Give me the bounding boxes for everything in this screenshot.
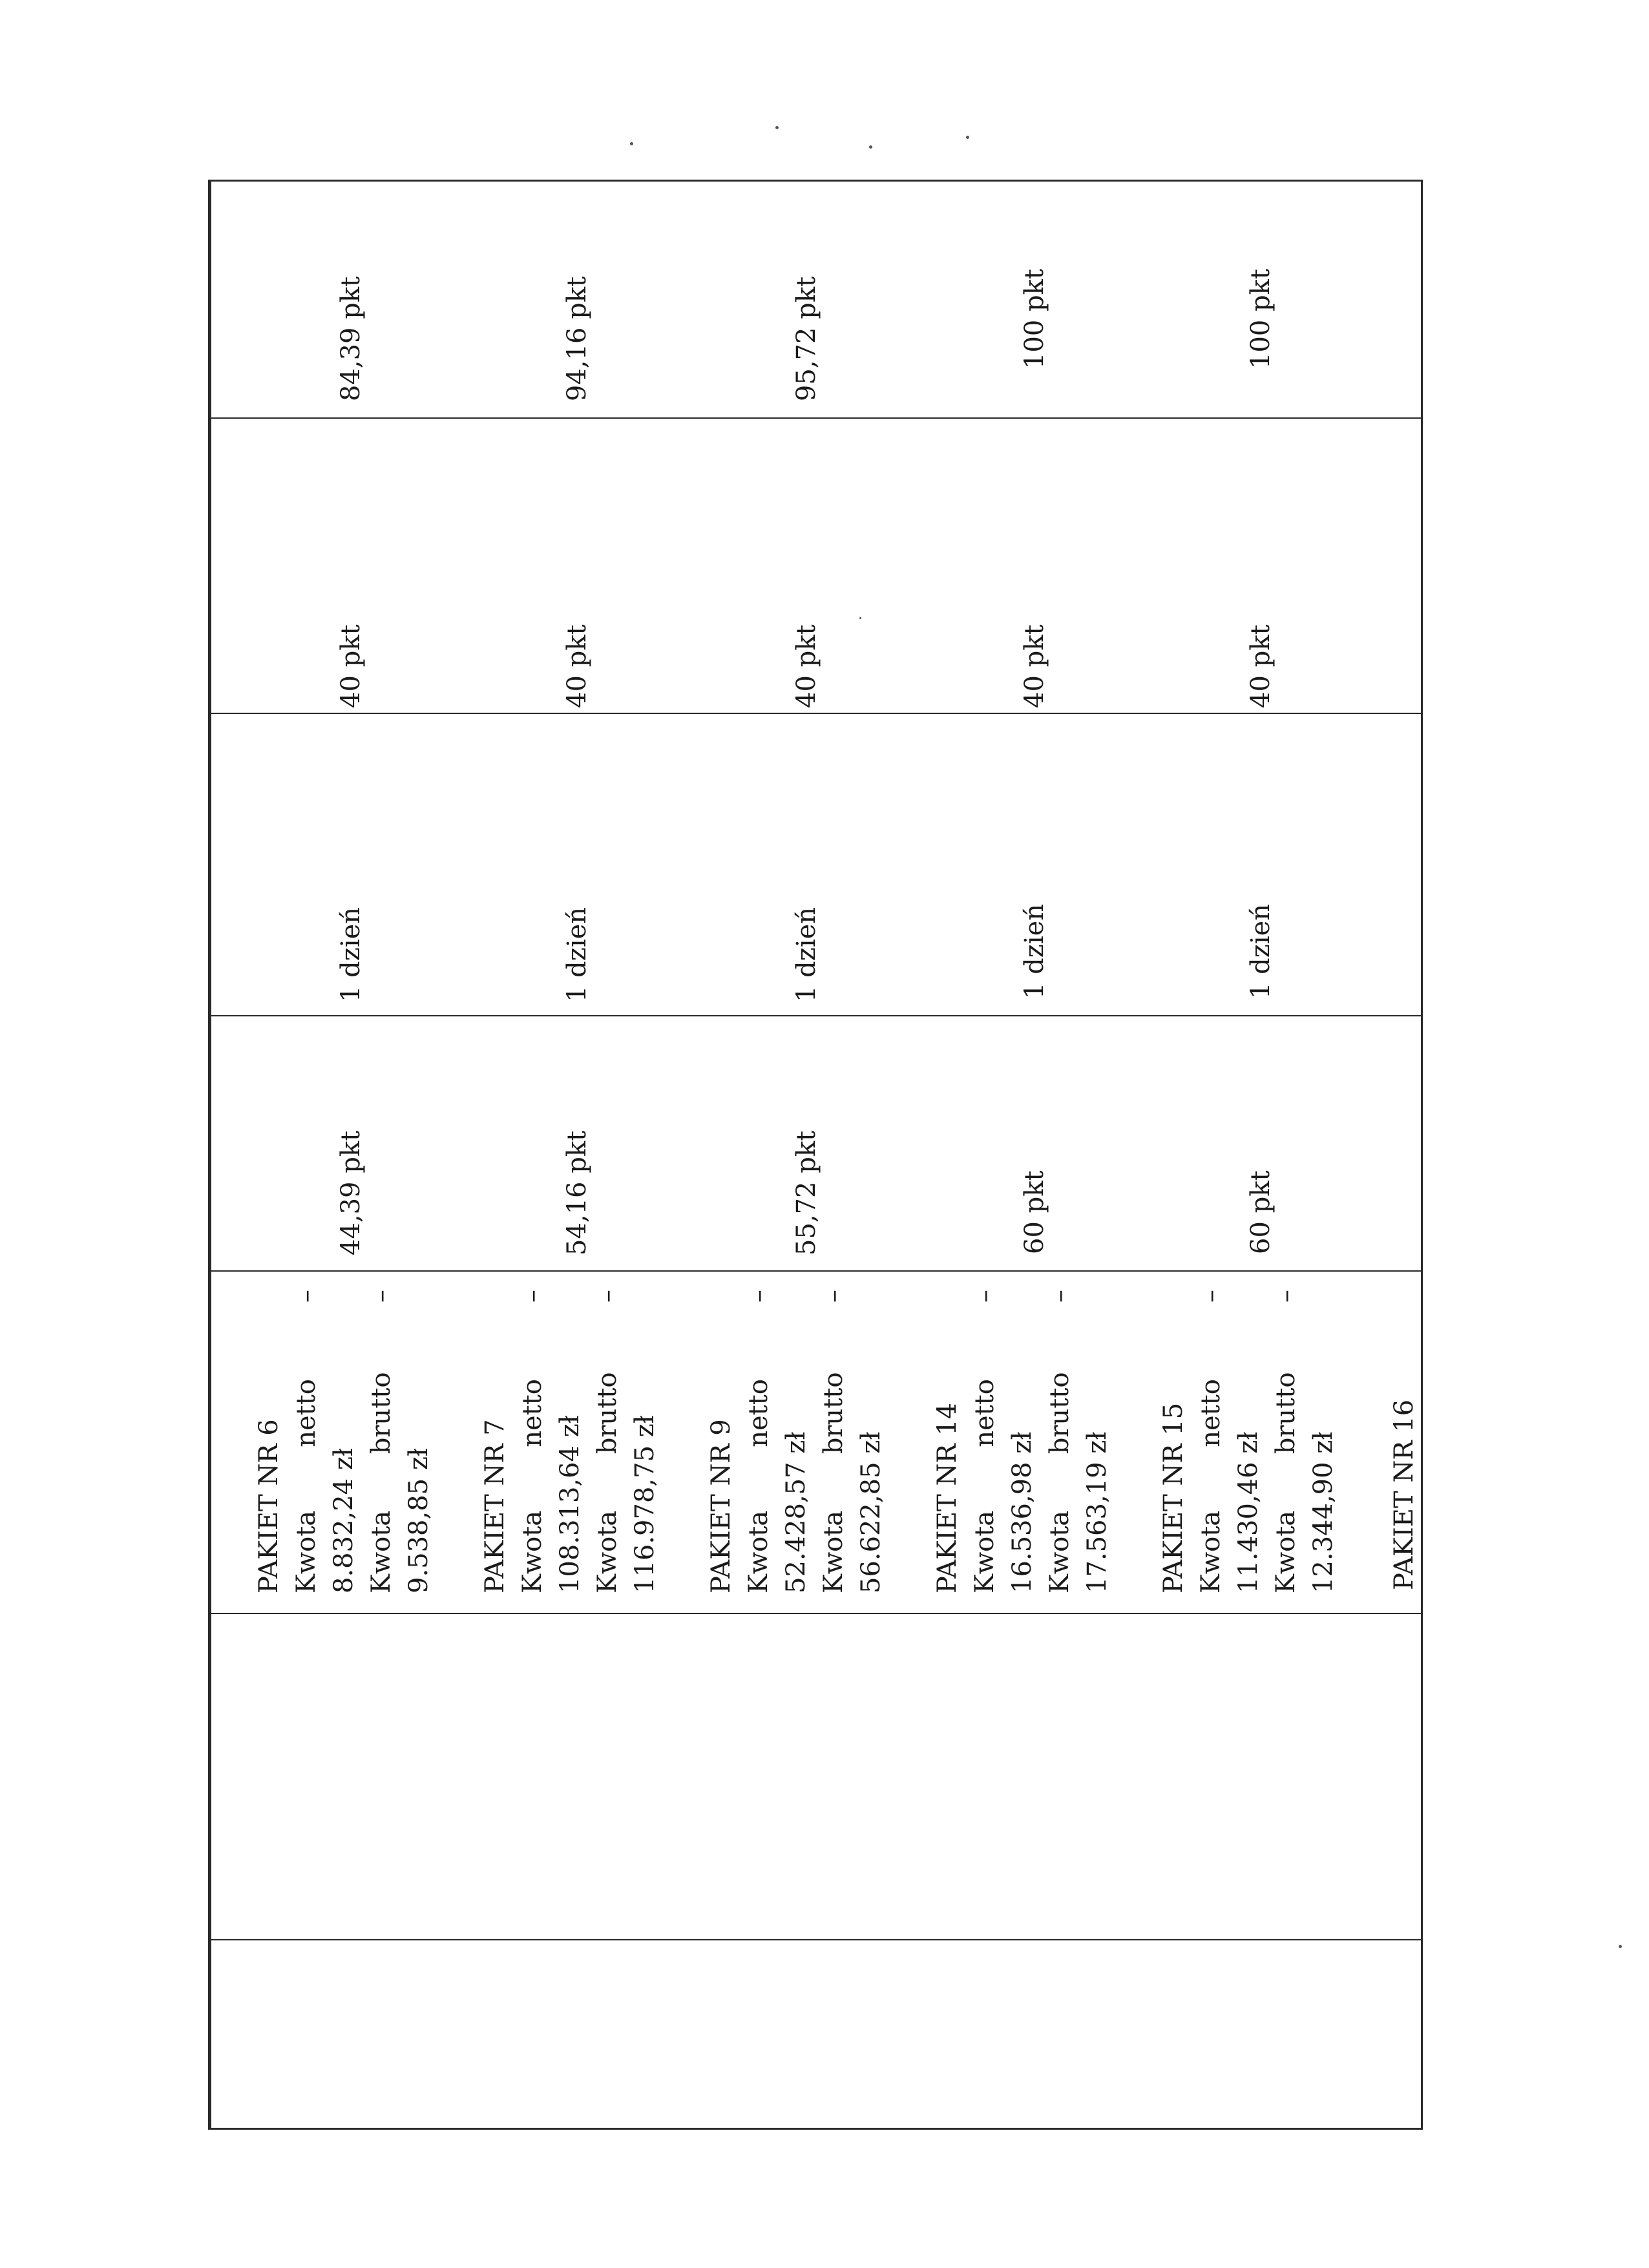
delivery-points-cell: 40 pkt [792, 624, 821, 708]
price-points-cell: 55,72 pkt [792, 1130, 821, 1255]
package-cell [1155, 1290, 1342, 1593]
netto-label: netto [744, 1379, 773, 1447]
delivery-time-cell: 1 dzień [562, 907, 592, 1002]
netto-value: 16.536,98 zł [1007, 1431, 1037, 1593]
dash: – [1045, 1290, 1075, 1303]
delivery-points-cell: 40 pkt [1246, 624, 1276, 708]
total-points-cell: 100 pkt [1246, 269, 1276, 369]
brutto-label: brutto [593, 1372, 622, 1454]
column-divider [210, 417, 1421, 419]
brutto-label: Kwota [1045, 1510, 1075, 1593]
column-divider [210, 713, 1421, 714]
netto-label: netto [1196, 1379, 1226, 1447]
brutto-label: brutto [1045, 1372, 1075, 1454]
package-title-trailing: PAKIET NR 16 [1389, 1399, 1419, 1590]
brutto-label: Kwota [593, 1510, 622, 1593]
dash: – [291, 1290, 321, 1303]
dash: – [366, 1290, 396, 1303]
package-title: PAKIET NR 6 [254, 1419, 284, 1593]
delivery-points-cell: 40 pkt [336, 624, 366, 708]
scan-speck [966, 136, 969, 139]
column-divider [210, 1015, 1421, 1016]
package-cell [250, 1290, 437, 1593]
package-title: PAKIET NR 7 [480, 1419, 510, 1593]
dash: – [518, 1290, 547, 1303]
total-points-cell: 95,72 pkt [792, 276, 821, 401]
package-title: PAKIET NR 9 [706, 1419, 736, 1593]
netto-label: netto [291, 1379, 321, 1447]
netto-value: 8.832,24 zł [329, 1448, 359, 1593]
brutto-label: brutto [819, 1372, 848, 1454]
brutto-label: brutto [1271, 1372, 1301, 1454]
netto-label: Kwota [291, 1510, 321, 1593]
dash: – [819, 1290, 848, 1303]
package-cell [702, 1290, 890, 1593]
brutto-label: Kwota [1271, 1510, 1301, 1593]
package-title: PAKIET NR 15 [1159, 1402, 1188, 1593]
delivery-points-cell: 40 pkt [1020, 624, 1049, 708]
results-table [208, 180, 1423, 2130]
netto-value: 108.313,64 zł [555, 1415, 585, 1593]
brutto-value: 17.563,19 zł [1082, 1431, 1112, 1593]
brutto-value: 12.344,90 zł [1308, 1431, 1338, 1593]
netto-label: Kwota [518, 1510, 547, 1593]
scan-speck [869, 145, 872, 149]
netto-label: netto [518, 1379, 547, 1447]
package-title: PAKIET NR 14 [932, 1402, 962, 1593]
netto-label: Kwota [744, 1510, 773, 1593]
delivery-time-cell: 1 dzień [792, 907, 821, 1002]
delivery-time-cell: 1 dzień [336, 907, 366, 1002]
netto-label: Kwota [1196, 1510, 1226, 1593]
dash: – [1271, 1290, 1301, 1303]
price-points-cell: 44,39 pkt [336, 1130, 366, 1255]
scan-speck [775, 126, 779, 129]
dash: – [1196, 1290, 1226, 1303]
netto-label: netto [970, 1379, 1000, 1447]
brutto-label: Kwota [366, 1510, 396, 1593]
price-points-cell: 60 pkt [1020, 1170, 1049, 1254]
scan-speck [1619, 1945, 1622, 1948]
delivery-points-cell: 40 pkt [562, 624, 592, 708]
column-divider [210, 1270, 1421, 1272]
netto-value: 52.428,57 zł [781, 1431, 811, 1593]
price-points-cell: 60 pkt [1246, 1170, 1276, 1254]
total-points-cell: 84,39 pkt [336, 276, 366, 401]
dash: – [593, 1290, 622, 1303]
column-divider [210, 1939, 1421, 1940]
delivery-time-cell: 1 dzień [1246, 903, 1276, 999]
netto-value: 11.430,46 zł [1234, 1431, 1263, 1593]
brutto-value: 56.622,85 zł [856, 1431, 886, 1593]
brutto-value: 116.978,75 zł [630, 1415, 660, 1593]
total-points-cell: 100 pkt [1020, 269, 1049, 369]
brutto-value: 9.538,85 zł [404, 1448, 434, 1593]
brutto-label: Kwota [819, 1510, 848, 1593]
brutto-label: brutto [366, 1372, 396, 1454]
dash: – [970, 1290, 1000, 1303]
package-cell [476, 1290, 664, 1593]
price-points-cell: 54,16 pkt [562, 1130, 592, 1255]
netto-label: Kwota [970, 1510, 1000, 1593]
total-points-cell: 94,16 pkt [562, 276, 592, 401]
dash: – [744, 1290, 773, 1303]
scan-speck [630, 142, 633, 145]
delivery-time-cell: 1 dzień [1020, 903, 1049, 999]
package-cell [929, 1290, 1116, 1593]
row-divider [210, 182, 211, 2128]
column-divider [210, 1613, 1421, 1614]
